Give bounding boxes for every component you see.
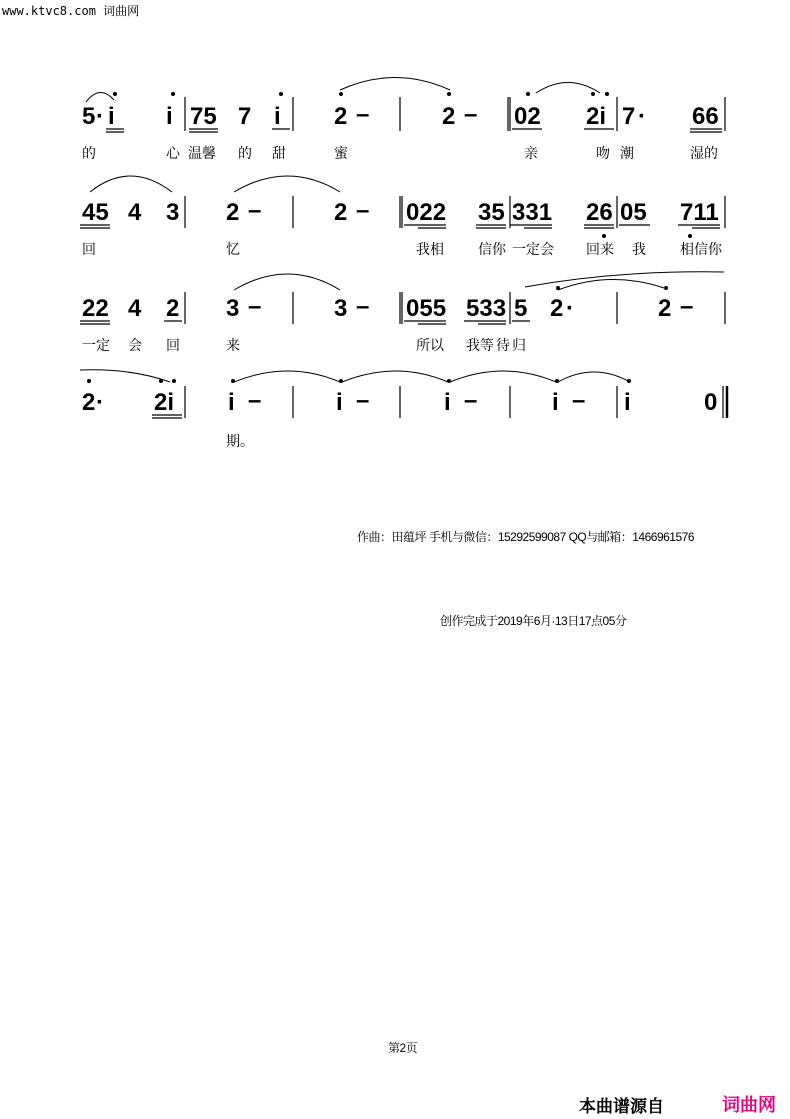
slur: [558, 372, 630, 382]
dash: –: [356, 387, 370, 414]
slur: [234, 371, 340, 382]
lyric: 的: [238, 146, 252, 162]
score-line-4: [80, 370, 727, 450]
note: 4: [128, 199, 142, 226]
lyric: 待: [496, 338, 510, 354]
slur: [536, 83, 600, 94]
note: 2: [226, 199, 240, 226]
note: 331: [512, 199, 553, 226]
octave-dot: [664, 286, 668, 290]
note: 66: [692, 103, 719, 130]
dash: –: [356, 293, 370, 320]
note: 3: [334, 295, 348, 322]
slur: [90, 176, 172, 192]
composer-credit: 作曲：田蕴坪 手机与微信：15292599087 QQ与邮箱：1466961576: [357, 530, 694, 544]
note: 055: [406, 295, 447, 322]
note: i: [552, 389, 559, 416]
lyrics-2: [82, 241, 723, 258]
note: 7: [238, 103, 252, 130]
note: 2: [334, 103, 348, 130]
note: 0: [704, 389, 718, 416]
site-logo[interactable]: 词曲网: [722, 1095, 776, 1115]
note: i: [108, 103, 115, 130]
completion-date: 创作完成于2019年6月·13日17点05分: [440, 614, 627, 628]
underlines-4: [152, 415, 182, 418]
lyric: 回来: [586, 242, 614, 258]
octave-dot: [605, 92, 609, 96]
dash: –: [248, 293, 262, 320]
underlines-3: [80, 321, 530, 324]
octave-dot: [447, 379, 451, 383]
note: i: [444, 389, 451, 416]
note: i: [274, 103, 281, 130]
note: 5: [82, 103, 96, 130]
lyric: 回: [166, 338, 180, 354]
lyrics-1: [82, 145, 718, 162]
dash: –: [464, 387, 478, 414]
note: 35: [478, 199, 505, 226]
note: i: [228, 389, 235, 416]
lyric: 潮: [620, 146, 634, 162]
note: 022: [406, 199, 447, 226]
notes-3: [82, 293, 693, 322]
high-dots-3: [556, 286, 668, 290]
lyric: 信你: [478, 242, 506, 258]
octave-dot: [231, 379, 235, 383]
note: 533: [466, 295, 507, 322]
octave-dot: [171, 92, 175, 96]
slur: [558, 279, 664, 290]
lyric: 甜: [272, 146, 286, 162]
note: 4: [128, 295, 142, 322]
note: i: [166, 103, 173, 130]
note: i: [336, 389, 343, 416]
lyrics-4: [226, 434, 254, 450]
lyric: 我相: [416, 242, 444, 258]
dash: –: [572, 387, 586, 414]
note: 26: [586, 199, 613, 226]
note: 5: [514, 295, 528, 322]
low-dots-2: [602, 234, 692, 238]
lyric: 我等: [466, 338, 494, 354]
note: 2i: [586, 103, 607, 130]
slurs-1: [86, 78, 600, 103]
slur: [342, 371, 448, 382]
lyric: 一定会: [512, 242, 554, 258]
octave-dot: [339, 379, 343, 383]
lyric: 我: [632, 242, 646, 258]
dot: ·: [638, 103, 646, 130]
note: 45: [82, 199, 109, 226]
dash: –: [248, 197, 262, 224]
note: 3: [166, 199, 180, 226]
lyric: 吻: [596, 146, 610, 162]
dash: –: [248, 387, 262, 414]
note: 2: [550, 295, 564, 322]
dash: –: [356, 101, 370, 128]
lyric: 蜜: [334, 146, 348, 162]
note: 2: [658, 295, 672, 322]
lyric: 湿的: [690, 146, 718, 162]
octave-dot: [688, 234, 692, 238]
page-number: 第2页: [388, 1041, 418, 1055]
barlines-3: [185, 292, 725, 324]
slur: [340, 78, 450, 91]
slur: [234, 274, 340, 290]
lyric: 心: [166, 146, 180, 162]
lyric: 一定: [82, 338, 110, 354]
dash: –: [680, 293, 694, 320]
dot: ·: [96, 389, 104, 416]
note: i: [624, 389, 631, 416]
note: 02: [514, 103, 541, 130]
note: 7: [622, 103, 636, 130]
slur: [234, 176, 340, 192]
lyric: 的: [82, 146, 96, 162]
score-line-1: [82, 78, 725, 163]
dash: –: [356, 197, 370, 224]
dot: ·: [96, 103, 104, 130]
octave-dot: [87, 379, 91, 383]
lyric: 会: [128, 338, 142, 354]
octave-dot: [172, 379, 176, 383]
octave-dot: [279, 92, 283, 96]
note: 22: [82, 295, 109, 322]
score-line-2: [80, 176, 725, 258]
octave-dot: [113, 92, 117, 96]
slur: [450, 371, 556, 382]
note: 2: [442, 103, 456, 130]
score-line-3: [80, 272, 725, 354]
lyrics-3: [82, 337, 526, 354]
lyric: 回: [82, 242, 96, 258]
octave-dot: [339, 92, 343, 96]
lyric: 归: [512, 338, 526, 354]
octave-dot: [526, 92, 530, 96]
octave-dot: [591, 92, 595, 96]
lyric: 亲: [524, 146, 538, 162]
slur: [86, 92, 114, 102]
site-watermark: www.ktvc8.com 词曲网: [2, 4, 140, 18]
note: 2i: [154, 389, 175, 416]
note: 3: [226, 295, 240, 322]
numbered-music-score: [0, 0, 790, 470]
octave-dot: [555, 379, 559, 383]
note: 75: [190, 103, 217, 130]
slurs-3: [234, 272, 724, 290]
note: 2: [334, 199, 348, 226]
note: 2: [82, 389, 96, 416]
note: 2: [166, 295, 180, 322]
high-dots-1: [113, 92, 609, 96]
dot: ·: [566, 295, 574, 322]
slur: [80, 370, 170, 382]
source-label: 本曲谱源自: [579, 1097, 664, 1116]
barlines-4: [185, 386, 727, 418]
lyric: 相信你: [680, 242, 722, 258]
note: 711: [680, 199, 719, 226]
lyric: 所以: [416, 338, 444, 354]
octave-dot: [447, 92, 451, 96]
octave-dot: [602, 234, 606, 238]
lyric: 忆: [226, 242, 240, 258]
lyric: 温馨: [188, 146, 216, 162]
lyric: 来: [226, 338, 240, 354]
note: 05: [620, 199, 647, 226]
slurs-2: [90, 176, 340, 192]
dash: –: [464, 101, 478, 128]
lyric: 期。: [226, 434, 254, 450]
